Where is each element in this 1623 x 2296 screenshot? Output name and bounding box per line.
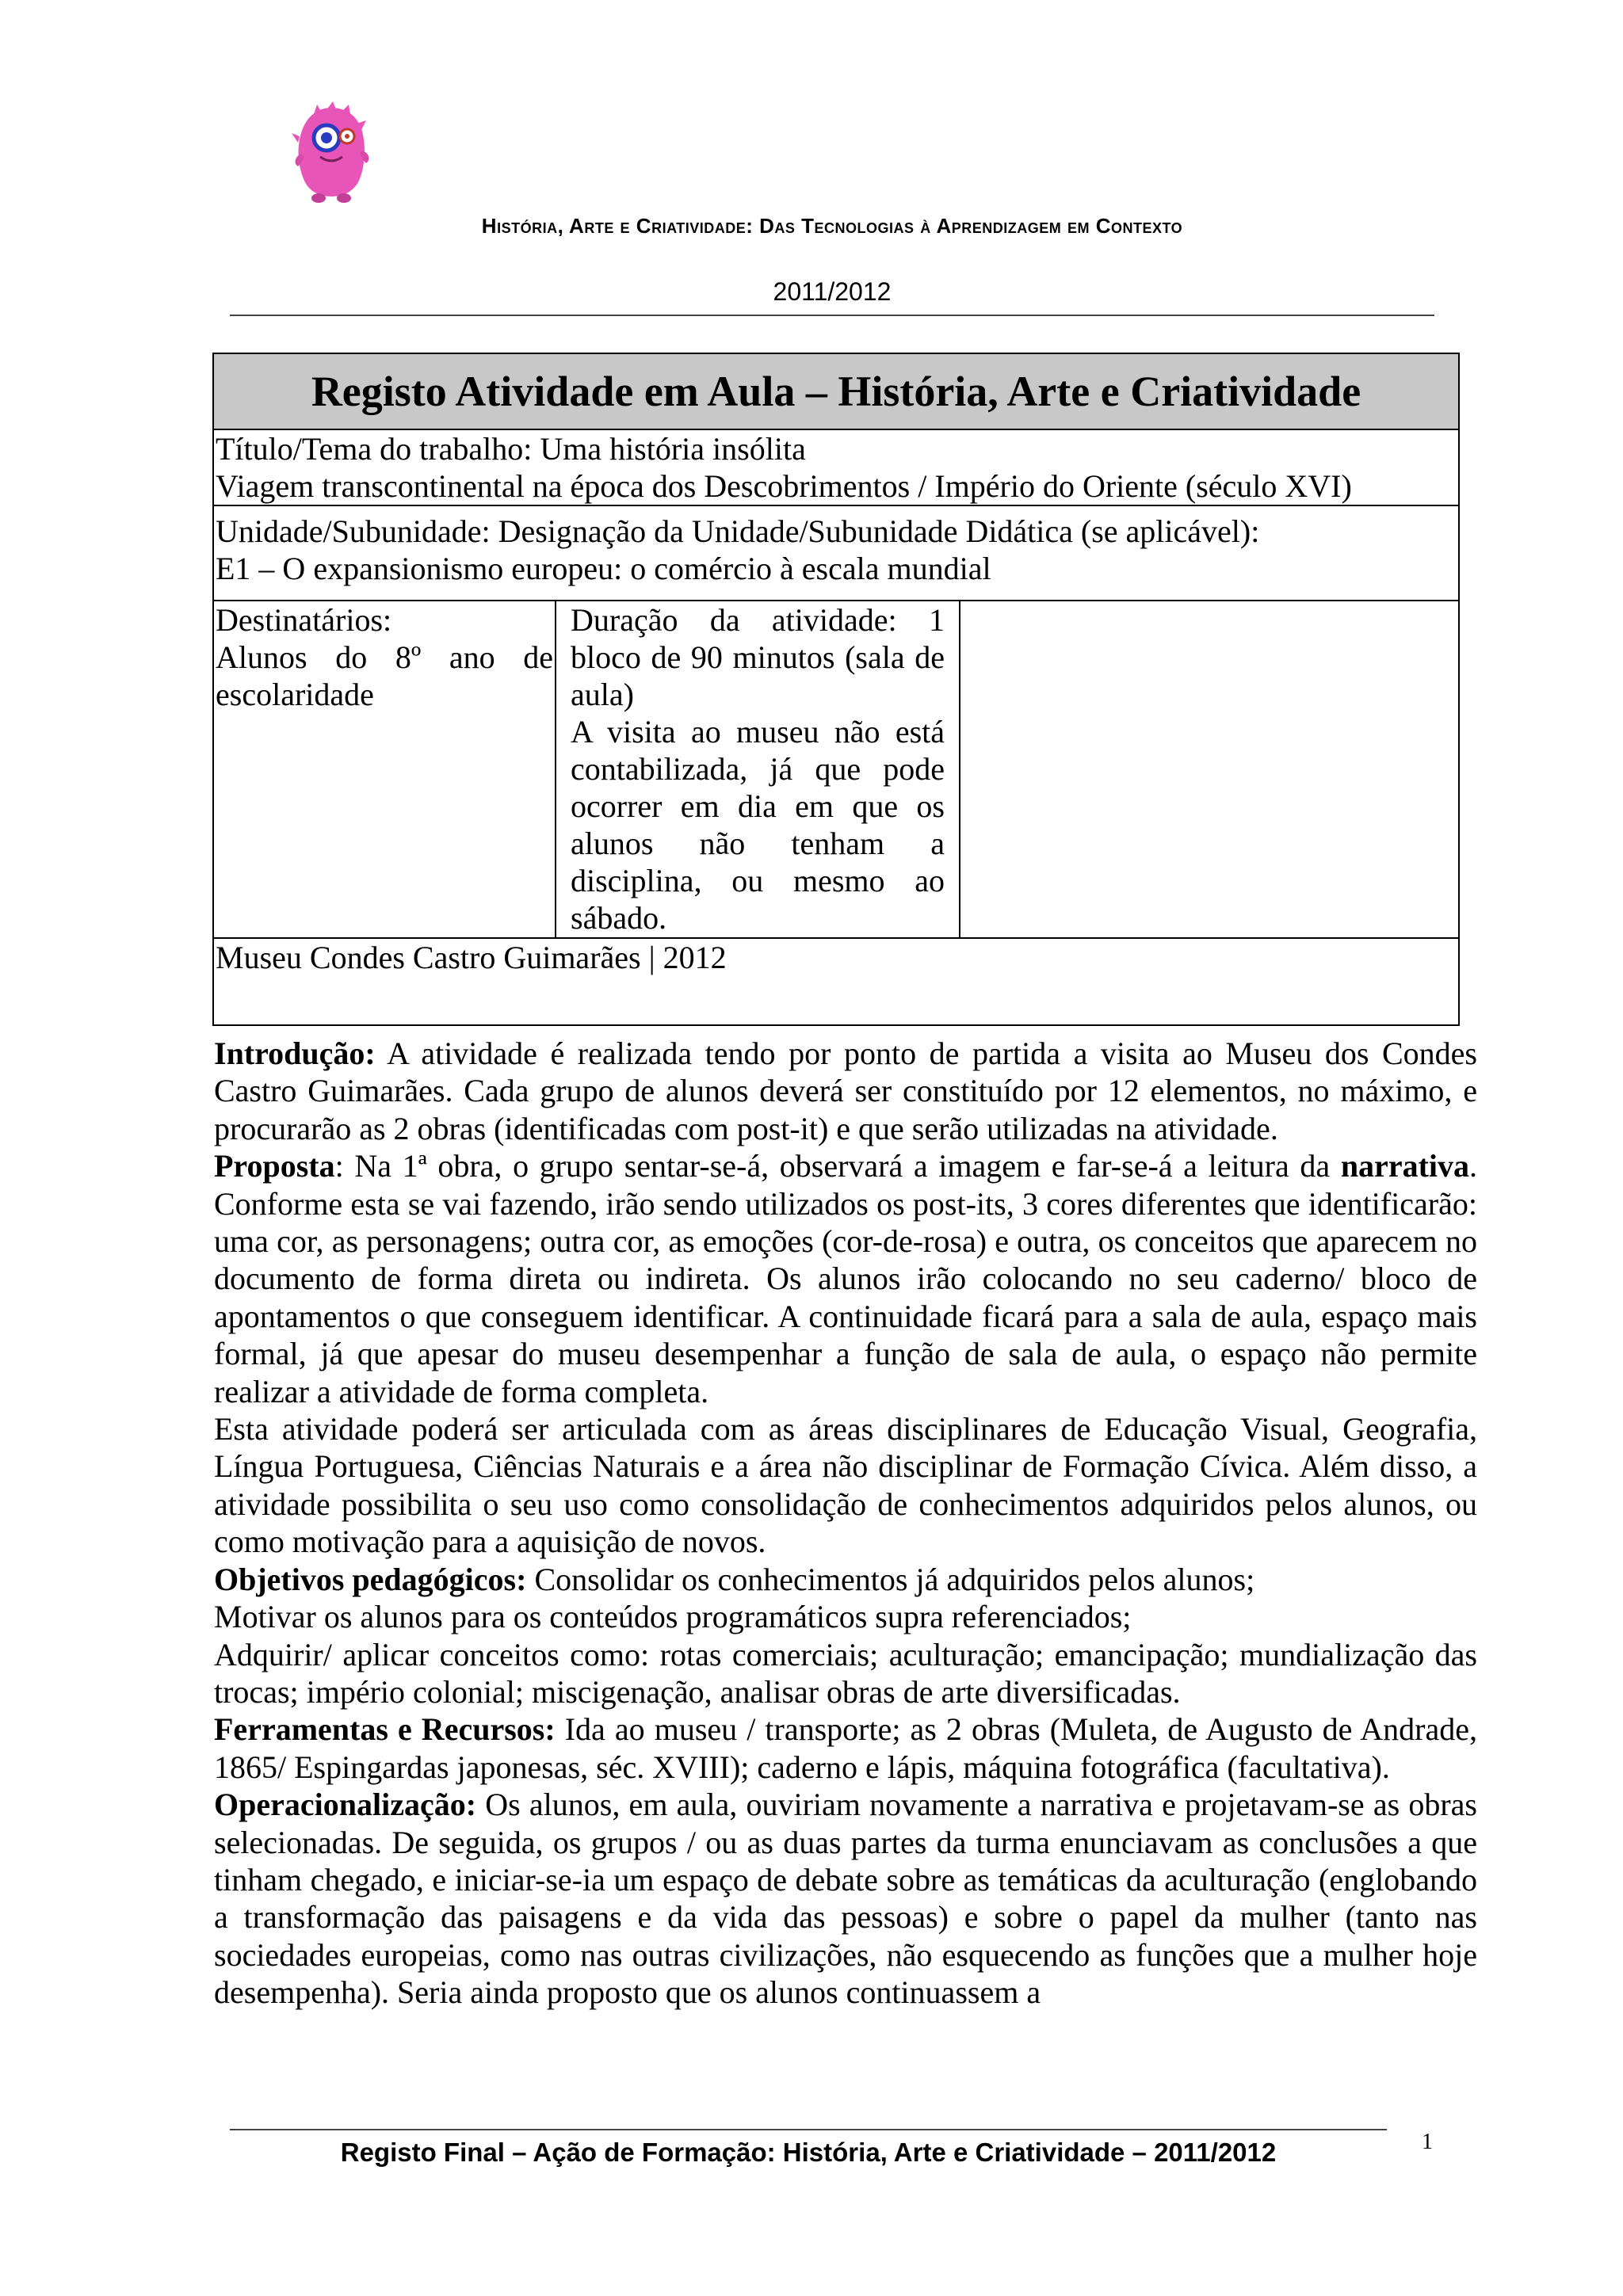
header-title: História, Arte e Criatividade: Das Tecnologias à Aprendizagem em Contexto [481, 214, 1183, 238]
form-titulo-line1: Título/Tema do trabalho: Uma história insólita [216, 431, 806, 467]
form-duracao-text: Duração da atividade: 1 bloco de 90 minutos (sala de aula) [571, 602, 945, 712]
form-detalhes-row [213, 601, 1459, 938]
form-empty-cell [960, 601, 1459, 938]
form-duracao-cell [556, 601, 960, 938]
form-title: Registo Atividade em Aula – História, Arte e Criatividade [213, 353, 1459, 429]
proposta-text-a: : Na 1ª obra, o grupo sentar-se-á, observará a imagem e far-se-á a leitura da [334, 1148, 1341, 1184]
operacionalizacao-label: Operacionalização: [214, 1787, 477, 1823]
objetivos-line2: Motivar os alunos para os conteúdos programáticos supra referenciados; [214, 1599, 1132, 1635]
form-local-cell: Museu Condes Castro Guimarães | 2012 [213, 938, 1459, 1025]
proposta-label: Proposta [214, 1148, 335, 1184]
ferramentas-label: Ferramentas e Recursos: [214, 1711, 556, 1748]
form-unidade-row [213, 505, 1459, 601]
intro-label: Introdução: [214, 1035, 376, 1071]
page-number: 1 [1422, 2130, 1433, 2154]
form-duracao-note: A visita ao museu não está contabilizada, já que pode ocorrer em dia em que os alunos não tenham a disciplina, ou mesmo ao sábado. [571, 714, 945, 936]
form-unidade-line1: Unidade/Subunidade: Designação da Unidade/Subunidade Didática (se aplicável): [216, 513, 1260, 549]
form-local-row [213, 938, 1459, 1025]
objetivos-text: Consolidar os conhecimentos já adquiridos pelos alunos; [526, 1561, 1255, 1597]
form-destinatarios-value: Alunos do 8º ano de escolaridade [216, 639, 553, 712]
ferramentas-text: Ida ao museu / transporte; as 2 obras (Muleta, de Augusto de Andrade, 1865/ Espingardas japonesas, séc. XVIII); caderno e lápis, máquina fotográfica (facultativa). [214, 1711, 1477, 1785]
form-unidade-line2: E1 – O expansionismo europeu: o comércio à escala mundial [216, 551, 991, 586]
form-destinatarios-label: Destinatários: [216, 602, 392, 638]
form-titulo-cell [213, 429, 1459, 505]
proposta-text-b: . Conforme esta se vai fazendo, irão sendo utilizados os post-its, 3 cores diferentes que identificarão: uma cor, as personagens; outra cor, as emoções (cor-de-rosa) e outra, os conceitos que aparecem no documento de forma direta ou indireta. Os alunos irão colocando no seu caderno/ bloco de apontamentos o que conseguem identificar. A continuidade ficará para a sala de aula, espaço mais formal, já que apesar do museu desempenhar a função de sala de aula, o espaço não permite realizar a atividade de forma completa. [214, 1148, 1477, 1409]
operacionalizacao-paragraph [214, 1786, 1477, 2011]
proposta-paragraph [214, 1147, 1477, 1410]
form-title-row [213, 353, 1459, 429]
form-titulo-row [213, 429, 1459, 505]
footer-divider [230, 2129, 1387, 2130]
form-titulo-line2: Viagem transcontinental na época dos Descobrimentos / Império do Oriente (século XVI) [216, 468, 1352, 504]
form-destinatarios-cell [213, 601, 556, 938]
body-text [214, 1035, 1477, 2012]
objetivos-label: Objetivos pedagógicos: [214, 1561, 527, 1597]
articulacao-paragraph: Esta atividade poderá ser articulada com as áreas disciplinares de Educação Visual, Geografia, Língua Portuguesa, Ciências Naturais e a área não disciplinar de Formação Cívica. Além disso, a atividade possibilita o seu uso como consolidação de conhecimentos adquiridos pelos alunos, ou como motivação para a aquisição de novos. [214, 1411, 1477, 1560]
header-divider [230, 315, 1434, 316]
objetivos-line3: Adquirir/ aplicar conceitos como: rotas comerciais; aculturação; emancipação; mundialização das trocas; império colonial; miscigenação, analisar obras de arte diversificadas. [214, 1636, 1477, 1710]
proposta-bold: narrativa [1340, 1148, 1469, 1184]
operacionalizacao-text: Os alunos, em aula, ouviriam novamente a narrativa e projetavam-se as obras selecionadas. De seguida, os grupos / ou as duas partes da turma enunciavam as conclusões a que tinham chegado, e iniciar-se-ia um espaço de debate sobre as temáticas da aculturação (englobando a transformação das paisagens e da vida das pessoas) e sobre o papel da mulher (tanto nas sociedades europeias, como nas outras civilizações, não esquecendo as funções que a mulher hoje desempenha). Seria ainda proposto que os alunos continuassem a [214, 1787, 1477, 2011]
intro-text: A atividade é realizada tendo por ponto de partida a visita ao Museu dos Condes Castro Guimarães. Cada grupo de alunos deverá ser constituído por 12 elementos, no máximo, e procurarão as 2 obras (identificadas com post-it) e que serão utilizadas na atividade. [214, 1035, 1477, 1146]
objetivos-paragraph [214, 1561, 1477, 1598]
activity-form-table [212, 353, 1460, 1026]
ferramentas-paragraph [214, 1711, 1477, 1786]
pink-monster-mascot-icon [290, 101, 372, 204]
form-unidade-cell [213, 505, 1459, 601]
header-year: 2011/2012 [773, 277, 892, 306]
intro-paragraph [214, 1035, 1477, 1147]
footer-text: Registo Final – Ação de Formação: História, Arte e Criatividade – 2011/2012 [340, 2138, 1277, 2167]
